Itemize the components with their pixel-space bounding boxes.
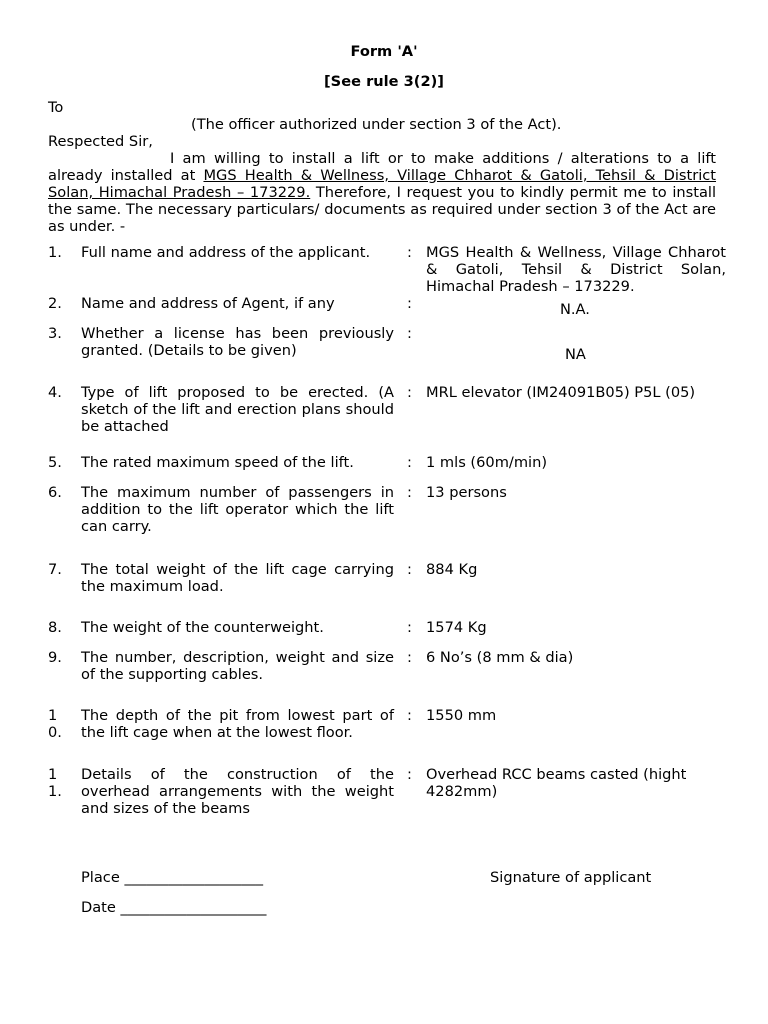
item-colon: : bbox=[407, 707, 412, 724]
item-question: The maximum number of passengers in addition to the lift operator which the lift can carry. bbox=[81, 484, 394, 535]
officer-line: (The officer authorized under section 3 of the Act). bbox=[191, 116, 562, 133]
item-colon: : bbox=[407, 384, 412, 401]
item-colon: : bbox=[407, 561, 412, 578]
item-answer: 13 persons bbox=[426, 484, 507, 501]
addressee-to: To bbox=[48, 99, 64, 116]
item-colon: : bbox=[407, 649, 412, 666]
item-number: 1 1. bbox=[48, 766, 62, 800]
item-number: 5. bbox=[48, 454, 62, 471]
item-answer: 1550 mm bbox=[426, 707, 497, 724]
letter-body-part1: I am willing to install a lift or to make additions / alterations to a lift already installed at bbox=[48, 150, 716, 184]
item-question: Type of lift proposed to be erected. (A sketch of the lift and erection plans should be attached bbox=[81, 384, 394, 435]
item-colon: : bbox=[407, 619, 412, 636]
date-field: Date ____________________ bbox=[81, 899, 267, 916]
item-number: 1 0. bbox=[48, 707, 62, 741]
item-question: The weight of the counterweight. bbox=[81, 619, 324, 636]
item-colon: : bbox=[407, 325, 412, 342]
item-colon: : bbox=[407, 766, 412, 783]
item-number: 6. bbox=[48, 484, 62, 501]
item-question: Full name and address of the applicant. bbox=[81, 244, 371, 261]
item-answer: Overhead RCC beams casted (hight 4282mm) bbox=[426, 766, 687, 800]
item-answer: 1 mls (60m/min) bbox=[426, 454, 548, 471]
item-answer: 884 Kg bbox=[426, 561, 478, 578]
item-answer: MGS Health & Wellness, Village Chharot & Gatoli, Tehsil & District Solan, Himachal Pradesh – 173229. bbox=[426, 244, 726, 295]
item-answer: 6 No’s (8 mm & dia) bbox=[426, 649, 574, 666]
item-answer: N.A. bbox=[560, 301, 590, 318]
letter-body bbox=[48, 150, 716, 235]
item-question: The depth of the pit from lowest part of the lift cage when at the lowest floor. bbox=[81, 707, 394, 741]
form-title: Form 'A' bbox=[350, 43, 418, 60]
item-number: 7. bbox=[48, 561, 62, 578]
letter-body-part2: Therefore, I request you to kindly permit me to install the same. The necessary particulars/ documents as required under section 3 of the Act are as under. - bbox=[48, 184, 717, 235]
item-question: Name and address of Agent, if any bbox=[81, 295, 335, 312]
salutation: Respected Sir, bbox=[48, 133, 153, 150]
item-colon: : bbox=[407, 484, 412, 501]
signature-label: Signature of applicant bbox=[490, 869, 652, 886]
place-field: Place ___________________ bbox=[81, 869, 264, 886]
item-question: The number, description, weight and size of the supporting cables. bbox=[81, 649, 394, 683]
item-number: 2. bbox=[48, 295, 62, 312]
item-number: 3. bbox=[48, 325, 62, 342]
item-colon: : bbox=[407, 295, 412, 312]
item-question: Whether a license has been previously granted. (Details to be given) bbox=[81, 325, 394, 359]
item-answer: NA bbox=[565, 346, 586, 363]
item-question: The total weight of the lift cage carrying the maximum load. bbox=[81, 561, 394, 595]
item-answer: 1574 Kg bbox=[426, 619, 487, 636]
item-answer: MRL elevator (IM24091B05) P5L (05) bbox=[426, 384, 696, 401]
item-colon: : bbox=[407, 454, 412, 471]
item-number: 8. bbox=[48, 619, 62, 636]
item-question: Details of the construction of the overhead arrangements with the weight and sizes of the beams bbox=[81, 766, 394, 817]
item-question: The rated maximum speed of the lift. bbox=[81, 454, 354, 471]
item-number: 1. bbox=[48, 244, 62, 261]
item-number: 9. bbox=[48, 649, 62, 666]
applicant-address-underlined: MGS Health & Wellness, Village Chharot & Gatoli, Tehsil & District Solan, Himachal Pradesh – 173229. bbox=[48, 167, 717, 201]
item-colon: : bbox=[407, 244, 412, 261]
rule-reference: [See rule 3(2)] bbox=[324, 73, 444, 90]
item-number: 4. bbox=[48, 384, 62, 401]
